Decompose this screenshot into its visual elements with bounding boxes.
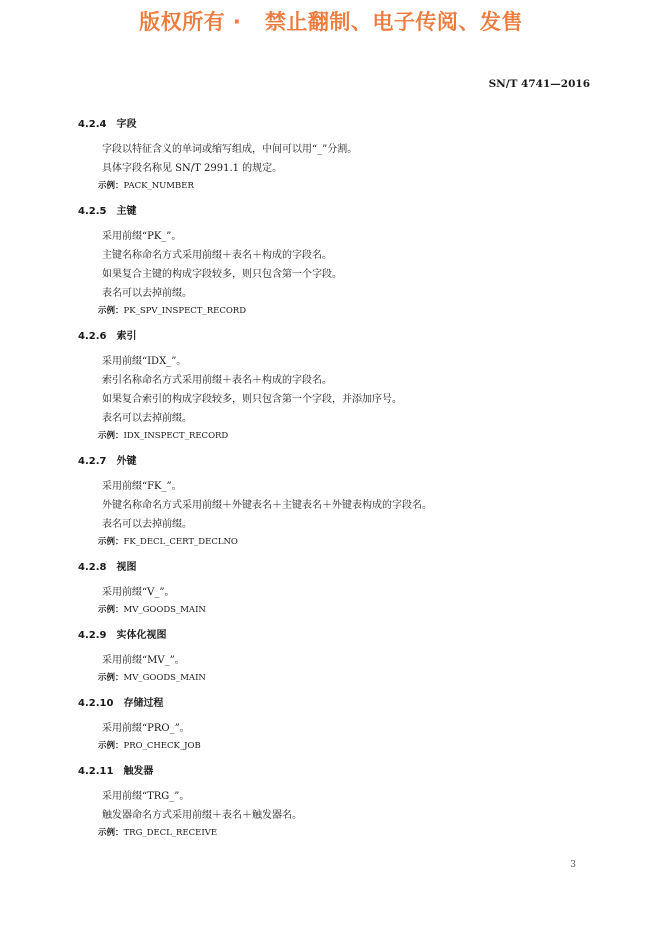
section-heading [78,116,598,134]
section-gap [78,619,598,627]
example-value: PRO_CHECK_JOB [123,741,201,751]
section-4-2-4 [78,116,598,203]
paragraph-line: 表名可以去掉前缀。 [102,519,192,530]
example-label: 示例： [98,673,124,683]
page-number: 3 [570,860,576,870]
section-4-2-6 [78,328,598,453]
paragraph-line: 索引名称命名方式采用前缀＋表名＋构成的字段名。 [102,375,332,386]
paragraph-line: 采用前缀“MV_”。 [102,655,185,666]
paragraph-line: 表名可以去掉前缀。 [102,288,192,299]
paragraph-line: 主键名称命名方式采用前缀＋表名＋构成的字段名。 [102,250,332,261]
section-4-2-11 [78,763,598,850]
section-4-2-5 [78,203,598,328]
example-label: 示例： [98,828,124,838]
example-line [78,428,598,445]
example-line [78,670,598,687]
section-heading [78,695,598,713]
section-heading [78,203,598,221]
section-gap [78,687,598,695]
section-gap [78,320,598,328]
paragraph-line: 如果复合主键的构成字段较多，则只包含第一个字段。 [102,269,342,280]
example-label: 示例： [98,181,124,191]
paragraph-line: 采用前缀“V_”。 [102,587,175,598]
example-value: IDX_INSPECT_RECORD [123,431,229,441]
standard-code: SN/T 4741—2016 [488,78,590,90]
paragraph-line: 如果复合索引的构成字段较多，则只包含第一个字段，并添加序号。 [102,394,402,405]
example-line [78,602,598,619]
section-heading [78,763,598,781]
section-number: 4.2.9 [78,630,107,641]
example-line [78,825,598,842]
copyright-watermark: 版权所有 · 禁止翻制、电子传阅、发售 [139,10,523,34]
section-4-2-7 [78,453,598,559]
example-label: 示例： [98,605,124,615]
section-number: 4.2.11 [78,766,114,777]
document-body [78,116,598,850]
section-title: 存储过程 [123,698,164,709]
example-value: MV_GOODS_MAIN [123,605,206,615]
section-4-2-9 [78,627,598,695]
section-heading [78,559,598,577]
section-heading [78,453,598,471]
example-value: MV_GOODS_MAIN [123,673,206,683]
section-gap [78,551,598,559]
section-number: 4.2.5 [78,206,107,217]
section-title: 视图 [116,562,137,573]
example-label: 示例： [98,741,124,751]
example-value: PACK_NUMBER [123,181,194,191]
section-title: 触发器 [123,766,154,777]
section-title: 索引 [116,331,137,342]
section-number: 4.2.6 [78,331,107,342]
example-label: 示例： [98,431,124,441]
paragraph-line: 采用前缀“FK_”。 [102,481,182,492]
paragraph-line: 表名可以去掉前缀。 [102,413,192,424]
paragraph-line: 字段以特征含义的单词或缩写组成，中间可以用“_”分割。 [102,144,358,155]
paragraph-line: 采用前缀“PK_”。 [102,231,182,242]
section-gap [78,195,598,203]
example-value: TRG_DECL_RECEIVE [123,828,218,838]
section-4-2-8 [78,559,598,627]
section-number: 4.2.7 [78,456,107,467]
example-label: 示例： [98,306,124,316]
example-label: 示例： [98,537,124,547]
example-value: FK_DECL_CERT_DECLNO [123,537,238,547]
section-number: 4.2.4 [78,119,107,130]
section-heading [78,328,598,346]
paragraph-line: 具体字段名称见 SN/T 2991.1 的规定。 [102,163,283,174]
section-gap [78,755,598,763]
section-title: 主键 [116,206,137,217]
paragraph-line: 采用前缀“IDX_”。 [102,356,187,367]
section-number: 4.2.10 [78,698,114,709]
paragraph-line: 采用前缀“PRO_”。 [102,723,190,734]
section-title: 外键 [116,456,137,467]
section-title: 实体化视图 [116,630,167,641]
section-4-2-10 [78,695,598,763]
paragraph-line: 触发器命名方式采用前缀＋表名＋触发器名。 [102,810,302,821]
paragraph-line: 外键名称命名方式采用前缀＋外键表名＋主键表名＋外键表构成的字段名。 [102,500,432,511]
example-line [78,303,598,320]
example-line [78,534,598,551]
section-gap [78,842,598,850]
example-line [78,178,598,195]
section-title: 字段 [116,119,137,130]
section-number: 4.2.8 [78,562,107,573]
example-value: PK_SPV_INSPECT_RECORD [123,306,247,316]
example-line [78,738,598,755]
section-heading [78,627,598,645]
section-gap [78,445,598,453]
paragraph-line: 采用前缀“TRG_”。 [102,791,190,802]
